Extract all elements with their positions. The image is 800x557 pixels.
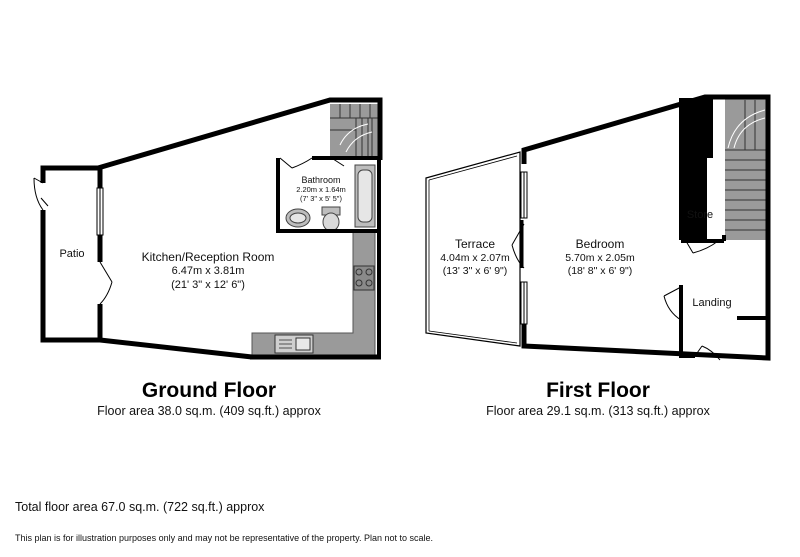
room-dimensions-imperial: (7' 3" x 5' 5") xyxy=(300,194,342,203)
patio-door xyxy=(100,262,112,304)
room-label-kitchen: Kitchen/Reception Room xyxy=(141,250,275,264)
room-dimensions-imperial: (18' 8" x 6' 9") xyxy=(567,265,633,277)
room-dimensions-metric: 4.04m x 2.07m xyxy=(440,252,510,264)
floor-title: Ground Floor xyxy=(141,379,277,402)
room-label-patio: Patio xyxy=(59,248,85,260)
staircase-ground xyxy=(330,104,378,156)
room-label-landing: Landing xyxy=(692,297,732,309)
room-label-store: Store xyxy=(686,209,714,221)
bathroom-door xyxy=(280,158,312,168)
first-floor-plan xyxy=(426,97,768,418)
window xyxy=(97,188,103,235)
total-floor-area: Total floor area 67.0 sq.m. (722 sq.ft.) approx xyxy=(15,500,265,514)
room-label-bathroom: Bathroom xyxy=(301,175,341,185)
disclaimer: This plan is for illustration purposes only and may not be representative of the property. Plan not to scale. xyxy=(15,533,434,543)
bath-icon xyxy=(355,165,375,227)
hob-icon xyxy=(354,266,374,290)
room-label-bedroom: Bedroom xyxy=(575,237,625,251)
toilet-icon xyxy=(322,207,340,231)
room-label-terrace: Terrace xyxy=(454,237,496,251)
ground-floor-plan xyxy=(34,100,381,418)
floor-area: Floor area 29.1 sq.m. (313 sq.ft.) approx xyxy=(486,404,710,418)
floor-area: Floor area 38.0 sq.m. (409 sq.ft.) approx xyxy=(97,404,321,418)
washbasin-icon xyxy=(286,209,310,227)
room-dimensions-metric: 6.47m x 3.81m xyxy=(171,265,245,277)
room-dimensions-metric: 5.70m x 2.05m xyxy=(565,252,635,264)
room-dimensions-metric: 2.20m x 1.64m xyxy=(296,185,346,194)
floor-title: First Floor xyxy=(546,379,650,402)
bedroom-door xyxy=(664,287,681,320)
sink-icon xyxy=(275,335,313,353)
room-dimensions-imperial: (21' 3" x 12' 6") xyxy=(171,279,245,291)
room-dimensions-imperial: (13' 3" x 6' 9") xyxy=(442,265,508,277)
